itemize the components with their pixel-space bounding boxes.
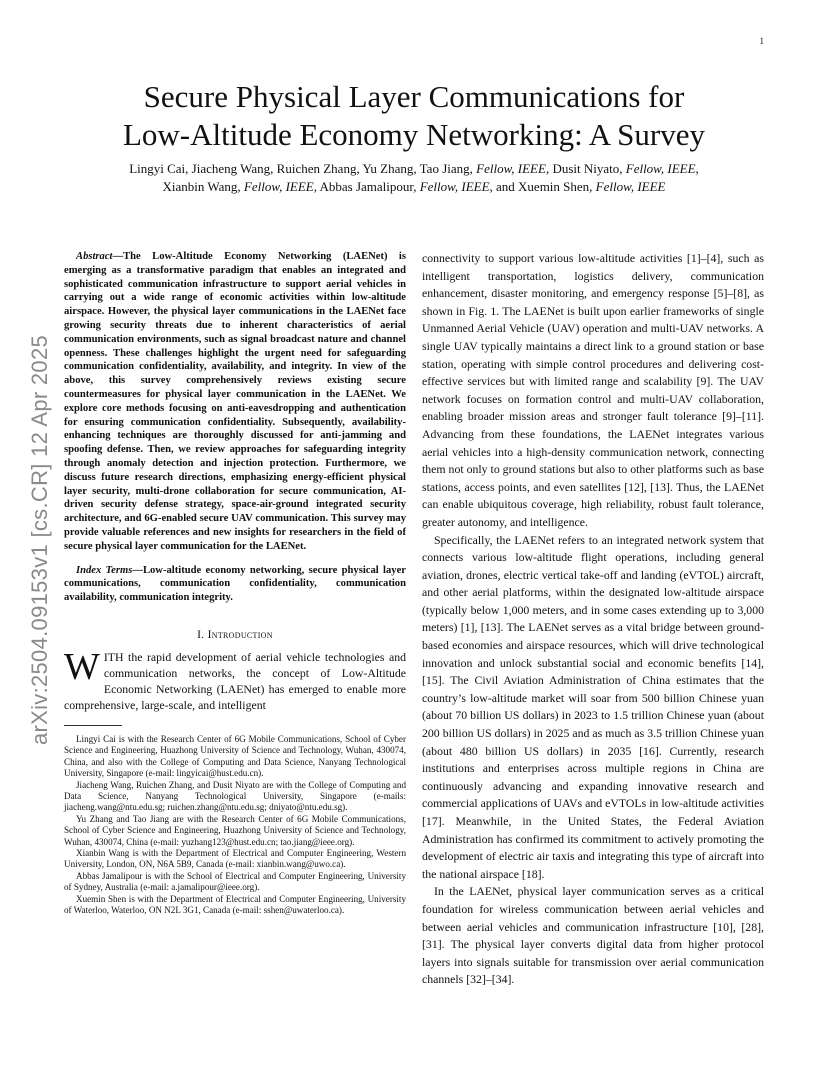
footnote: Jiacheng Wang, Ruichen Zhang, and Dusit Niyato are with the College of Computing and Data Science, Nanyang Technological University, Singapore (e-mails: jiacheng.wang@ntu.edu.sg; ruichen.zhang@ntu.edu.sg; dniyato@ntu.edu.sg). bbox=[64, 779, 406, 813]
arxiv-watermark bbox=[20, 300, 60, 780]
author-names: Lingyi Cai, Jiacheng Wang, Ruichen Zhang, Yu Zhang, Tao Jiang, bbox=[129, 161, 477, 176]
body-paragraph: Specifically, the LAENet refers to an integrated network system that connects various low-altitude flight operations, including general aviation, drones, electric vertical take-off and landing (eVTOL) aircraft, and other aerial platforms, within the designated low-altitude airspace (typically below 1,000 meters, and in some cases extending up to 3,000 meters) [1], [13]. The LAENet serves as a vital bridge between ground-based economies and airspace resources, which will drive technological innovation and unlock substantial social and economic benefits [14], [15]. The Civil Aviation Administration of China estimates that the country’s low-altitude market will soar from 500 billion Chinese yuan (about 70 billion US dollars) in 2023 to 1.5 trillion Chinese yuan (about 200 billion US dollars) in 2025 and as much as 3.5 trillion Chinese yuan (about 480 billion US dollars) in 2035 [16]. Currently, research institutions and enterprises across multiple regions in China are continuously advancing and expanding innovative research and commercial applications of UAVs and eVTOLs in low-altitude activities [17]. Meanwhile, in the United States, the Federal Aviation Administration has confirmed its commitment to actively promoting the development of electric air taxis and integrating this type of aircraft into the national airspace [18]. bbox=[422, 532, 764, 881]
right-column bbox=[422, 250, 764, 989]
index-terms bbox=[64, 564, 406, 605]
section-heading: I. Introduction bbox=[197, 628, 273, 641]
footnote-divider bbox=[64, 725, 122, 726]
author-names: , Abbas Jamalipour, bbox=[313, 179, 420, 194]
abstract-label: Abstract bbox=[76, 251, 113, 262]
paper-title bbox=[0, 78, 828, 154]
title-line-1: Secure Physical Layer Communications for bbox=[143, 79, 685, 114]
author-fellow: Fellow, IEEE bbox=[476, 161, 546, 176]
drop-cap: W bbox=[64, 646, 100, 689]
left-column bbox=[64, 250, 406, 917]
footnote: Abbas Jamalipour is with the School of Electrical and Computer Engineering, University of Sydney, Australia (e-mail: a.jamalipour@ieee.org). bbox=[64, 870, 406, 893]
title-line-2: Low-Altitude Economy Networking: A Survey bbox=[122, 117, 706, 152]
author-fellow: Fellow, IEEE bbox=[243, 179, 314, 194]
intro-text: ITH the rapid development of aerial vehicle technologies and communication networks, the concept of Low-Altitude Economic Networking (LAENet) has emerged to enable more comprehensive, large-scale, and intelligent bbox=[64, 650, 406, 713]
body-paragraph: connectivity to support various low-altitude activities [1]–[4], such as intelligent transportation, logistics delivery, communication enhancement, disaster monitoring, and emergency response [5]–[8], as shown in Fig. 1. The LAENet is built upon earlier frameworks of single Unmanned Aerial Vehicle (UAV) operation and multi-UAV networks. A single UAV typically maintains a direct link to a ground station or base station, operating with simple control procedures and delivering cost-effective services but with limited range and scalability [9]. The UAV network focuses on formation control and multi-UAV collaboration, enabling broader mission areas and stronger fault tolerance [9]–[11]. Advancing from these foundations, the LAENet integrates various aerial vehicles into a high-density communication network, connecting them not only to ground stations but also to other platforms such as base stations, access points, and even satellites [12], [13]. Thus, the LAENet can enable ubiquitous coverage, high reliability, robust fault tolerance, greater autonomy, and intelligence. bbox=[422, 251, 764, 529]
index-terms-label: Index Terms bbox=[76, 564, 133, 576]
intro-paragraph bbox=[64, 646, 406, 713]
abstract bbox=[64, 250, 406, 554]
page-number: 1 bbox=[759, 36, 764, 46]
author-line-2 bbox=[70, 178, 758, 196]
author-list bbox=[70, 160, 758, 196]
footnote: Xianbin Wang is with the Department of Electrical and Computer Engineering, Western University, London, ON, N6A 5B9, Canada (e-mail: xianbin.wang@uwo.ca). bbox=[64, 848, 406, 870]
footnote: Xuemin Shen is with the Department of Electrical and Computer Engineering, University of Waterloo, Waterloo, ON N2L 3G1, Canada (e-mail: sshen@uwaterloo.ca). bbox=[64, 893, 406, 916]
author-fellow: Fellow, IEEE bbox=[595, 179, 666, 194]
arxiv-id: arXiv:2504.09153v1 [cs.CR] 12 Apr 2025 bbox=[27, 334, 52, 746]
body-paragraph: In the LAENet, physical layer communication serves as a critical foundation for wireless communication between aerial vehicles and between aerial vehicles and communication infrastructure [10], [28], [31]. The physical layer converts digital data from higher protocol layers into signals suitable for transmission over aerial communication channels [32]–[34]. bbox=[422, 884, 764, 987]
index-terms-text: —Low-altitude economy networking, secure physical layer communications, communication confidentiality, communication availability, communication integrity. bbox=[64, 564, 406, 604]
author-fellow: Fellow, IEEE bbox=[419, 179, 490, 194]
author-fellow: Fellow, IEEE bbox=[625, 161, 696, 176]
footnote: Lingyi Cai is with the Research Center of 6G Mobile Communications, School of Cyber Science and Engineering, Huazhong University of Science and Technology, Wuhan, 430074, China, and also with the College of Computing and Data Science, Nanyang Technological University, Singapore (e-mail: lingyicai@hust.edu.cn). bbox=[64, 734, 406, 779]
abstract-text: —The Low-Altitude Economy Networking (LAENet) is emerging as a transformative paradigm that enables an integrated and sophisticated communication infrastructure to support aerial vehicles in carrying out a wide range of economic activities within low-altitude airspace. However, the physical layer communications in the LAENet face growing security threats due to inherent characteristics of aerial communication environments, such as signal broadcast nature and channel openness. These challenges highlight the urgent need for safeguarding communication confidentiality, availability, and integrity. In view of the above, this survey comprehensively reviews existing secure countermeasures for physical layer communication in the LAENet. We explore core methods focusing on anti-eavesdropping and authentication for ensuring communication confidentiality. Subsequently, availability-enhancing techniques are thoroughly discussed for anti-jamming and spoofing defense. Then, we review approaches for safeguarding integrity through anomaly detection and injection protection. Furthermore, we discuss future research directions, emphasizing energy-efficient physical layer security, multi-drone collaboration for secure communication, AI-driven security defense strategy, space-air-ground integrated security architecture, and 6G-enabled secure UAV communication. This survey may provide valuable references and new insights for researchers in the field of secure physical layer communication for the LAENet. bbox=[64, 251, 406, 552]
author-names: Xianbin Wang, bbox=[162, 179, 244, 194]
author-names: , and Xuemin Shen, bbox=[489, 179, 596, 194]
author-names: , Dusit Niyato, bbox=[545, 161, 626, 176]
footnote: Yu Zhang and Tao Jiang are with the Research Center of 6G Mobile Communications, School of Cyber Science and Engineering, Huazhong University of Science and Technology, Wuhan, 430074, China (e-mail: yuzhang123@hust.edu.cn; tao.jiang@ieee.org). bbox=[64, 813, 406, 847]
author-names: , bbox=[695, 161, 699, 176]
author-line-1 bbox=[70, 160, 758, 178]
